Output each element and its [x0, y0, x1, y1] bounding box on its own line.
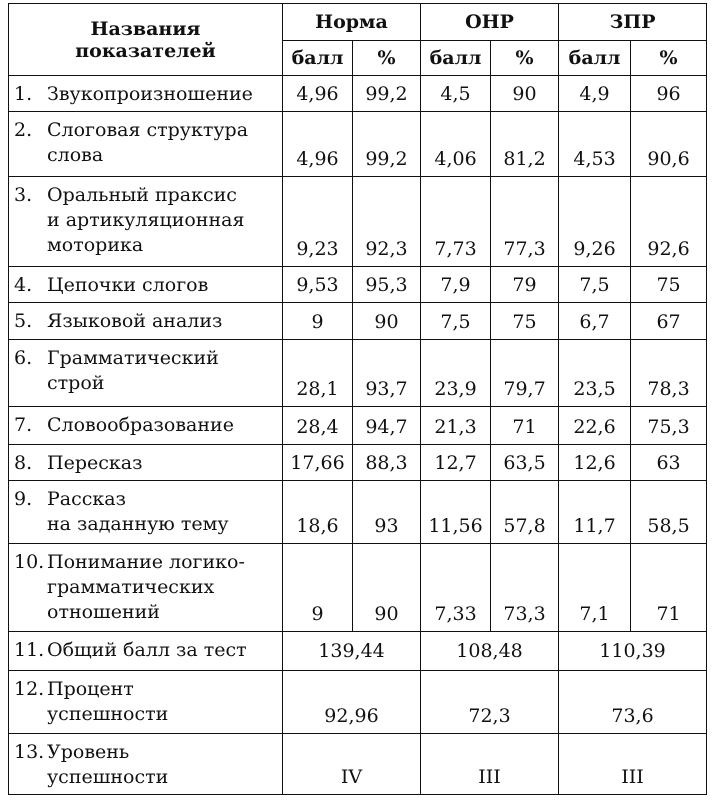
score-cell: 4,53: [559, 112, 631, 177]
indicator-name: [9, 632, 282, 667]
group-header-norma: Норма: [283, 4, 421, 41]
score-cell: 7,5: [559, 267, 631, 303]
score-cell: 23,9: [421, 340, 491, 407]
indicator-number: 10.: [14, 551, 45, 573]
indicator-name-cell: [9, 481, 283, 544]
indicator-name-cell: [9, 671, 283, 734]
header-title-line1: Названия: [90, 17, 201, 40]
percent-cell: 58,5: [631, 481, 707, 544]
percent-cell: 90: [491, 76, 559, 112]
indicator-number: 12.: [14, 678, 45, 700]
indicator-label-line: Слоговая структура: [47, 119, 249, 141]
indicator-name-cell: [9, 734, 283, 795]
percent-cell: 88,3: [353, 445, 421, 481]
indicator-label: [47, 118, 278, 168]
score-cell: 4,5: [421, 76, 491, 112]
subheader-score: балл: [421, 41, 491, 76]
indicator-name: [9, 76, 282, 111]
percent-cell: 81,2: [491, 112, 559, 177]
indicator-label-line: строй: [47, 372, 105, 394]
score-cell: 22,6: [559, 407, 631, 445]
indicator-label: [47, 740, 278, 790]
indicator-label-line: Словообразование: [47, 414, 234, 436]
table-row: [9, 445, 707, 481]
summary-row: [9, 734, 707, 795]
table-row: [9, 177, 707, 267]
score-cell: 9: [283, 303, 353, 340]
percent-cell: 71: [491, 407, 559, 445]
indicator-label: [47, 183, 278, 258]
score-cell: 7,9: [421, 267, 491, 303]
indicator-label-line: Пересказ: [47, 452, 143, 474]
percent-cell: 92,3: [353, 177, 421, 267]
percent-cell: 93,7: [353, 340, 421, 407]
subheader-percent: %: [491, 41, 559, 76]
percent-cell: 57,8: [491, 481, 559, 544]
indicator-label-line: Оральный праксис: [47, 184, 237, 206]
indicator-name: [9, 407, 282, 442]
score-cell: 21,3: [421, 407, 491, 445]
score-cell: 7,73: [421, 177, 491, 267]
group-header-zpr: ЗПР: [559, 4, 707, 41]
indicator-number: 7.: [14, 414, 33, 436]
indicator-label: [47, 451, 278, 476]
indicator-number: 3.: [14, 184, 33, 206]
indicator-number: 1.: [14, 83, 33, 105]
indicator-name: [9, 671, 282, 731]
indicator-label-line: Звукопроизношение: [47, 83, 253, 105]
indicator-name-cell: [9, 632, 283, 671]
indicator-name-cell: [9, 177, 283, 267]
percent-cell: 99,2: [353, 76, 421, 112]
percent-cell: 95,3: [353, 267, 421, 303]
indicator-name: [9, 112, 282, 172]
indicator-label: [47, 638, 278, 663]
summary-row: [9, 632, 707, 671]
score-cell: 11,56: [421, 481, 491, 544]
percent-cell: 75: [491, 303, 559, 340]
percent-cell: 78,3: [631, 340, 707, 407]
percent-cell: 63: [631, 445, 707, 481]
table-row: [9, 340, 707, 407]
indicator-name-cell: [9, 445, 283, 481]
indicator-name: [9, 544, 282, 629]
subheader-score: балл: [283, 41, 353, 76]
percent-cell: 63,5: [491, 445, 559, 481]
indicator-label: [47, 550, 278, 625]
subheader-score: балл: [559, 41, 631, 76]
percent-cell: 93: [353, 481, 421, 544]
percent-cell: 67: [631, 303, 707, 340]
score-cell: 7,5: [421, 303, 491, 340]
indicator-label-line: грамматических: [47, 576, 215, 598]
indicator-name-cell: [9, 76, 283, 112]
indicator-label: [47, 346, 278, 396]
percent-cell: 79: [491, 267, 559, 303]
summary-value-cell: IV: [283, 734, 421, 795]
indicator-label-line: Понимание логико-: [47, 551, 245, 573]
table-row: [9, 407, 707, 445]
indicator-label: [47, 309, 278, 334]
indicator-label-line: и артикуляционная: [47, 209, 245, 231]
table-row: [9, 112, 707, 177]
score-cell: 9,23: [283, 177, 353, 267]
indicator-label-line: моторика: [47, 234, 144, 256]
table-row: [9, 76, 707, 112]
score-cell: 4,06: [421, 112, 491, 177]
table-row: [9, 544, 707, 632]
summary-row: [9, 671, 707, 734]
indicator-label-line: Грамматический: [47, 347, 219, 369]
percent-cell: 71: [631, 544, 707, 632]
summary-value-cell: III: [421, 734, 559, 795]
indicator-number: 5.: [14, 310, 33, 332]
indicator-label-line: Общий балл за тест: [47, 639, 247, 661]
indicator-name: [9, 340, 282, 400]
indicator-number: 2.: [14, 119, 33, 141]
score-cell: 12,6: [559, 445, 631, 481]
percent-cell: 94,7: [353, 407, 421, 445]
percent-cell: 75,3: [631, 407, 707, 445]
indicator-label-line: на заданную тему: [47, 513, 229, 535]
indicator-label-line: Рассказ: [47, 488, 126, 510]
percent-cell: 75: [631, 267, 707, 303]
score-cell: 4,96: [283, 112, 353, 177]
indicator-number: 4.: [14, 274, 33, 296]
indicator-name-cell: [9, 303, 283, 340]
table-row: [9, 481, 707, 544]
percent-cell: 92,6: [631, 177, 707, 267]
indicator-name: [9, 445, 282, 480]
score-cell: 12,7: [421, 445, 491, 481]
score-cell: 9,53: [283, 267, 353, 303]
indicator-name: [9, 303, 282, 338]
score-cell: 11,7: [559, 481, 631, 544]
score-cell: 17,66: [283, 445, 353, 481]
indicator-name: [9, 481, 282, 541]
indicator-label-line: слова: [47, 144, 104, 166]
score-cell: 18,6: [283, 481, 353, 544]
summary-value-cell: 92,96: [283, 671, 421, 734]
score-cell: 7,33: [421, 544, 491, 632]
indicator-name-cell: [9, 112, 283, 177]
indicator-label: [47, 413, 278, 438]
score-cell: 4,96: [283, 76, 353, 112]
score-cell: 28,1: [283, 340, 353, 407]
subheader-percent: %: [631, 41, 707, 76]
indicator-label-line: Цепочки слогов: [47, 274, 209, 296]
indicator-label: [47, 487, 278, 537]
indicator-number: 8.: [14, 452, 33, 474]
score-cell: 28,4: [283, 407, 353, 445]
indicator-number: 13.: [14, 741, 45, 763]
percent-cell: 90,6: [631, 112, 707, 177]
table-row: [9, 303, 707, 340]
score-cell: 4,9: [559, 76, 631, 112]
score-cell: 6,7: [559, 303, 631, 340]
indicator-label-line: Процент: [47, 678, 134, 700]
percent-cell: 96: [631, 76, 707, 112]
score-cell: 9: [283, 544, 353, 632]
percent-cell: 79,7: [491, 340, 559, 407]
summary-value-cell: 139,44: [283, 632, 421, 671]
header-title-line2: показателей: [75, 39, 216, 62]
percent-cell: 77,3: [491, 177, 559, 267]
indicator-number: 6.: [14, 347, 33, 369]
indicator-label-line: успешности: [47, 703, 169, 725]
summary-value-cell: 73,6: [559, 671, 707, 734]
indicator-name: [9, 267, 282, 302]
results-table-container: [8, 3, 707, 795]
score-cell: 7,1: [559, 544, 631, 632]
indicator-name: [9, 177, 282, 262]
indicator-name-cell: [9, 340, 283, 407]
indicator-name-cell: [9, 544, 283, 632]
summary-value-cell: 110,39: [559, 632, 707, 671]
column-header-indicators: [9, 4, 283, 76]
indicator-label-line: успешности: [47, 766, 169, 788]
indicator-label-line: Языковой анализ: [47, 310, 223, 332]
indicator-label-line: Уровень: [47, 741, 130, 763]
indicator-number: 11.: [14, 639, 45, 661]
subheader-percent: %: [353, 41, 421, 76]
indicator-label-line: отношений: [47, 601, 160, 623]
indicator-name-cell: [9, 407, 283, 445]
indicator-number: 9.: [14, 488, 33, 510]
table-row: [9, 267, 707, 303]
indicator-name-cell: [9, 267, 283, 303]
indicator-label: [47, 82, 278, 107]
summary-value-cell: 108,48: [421, 632, 559, 671]
percent-cell: 90: [353, 303, 421, 340]
summary-value-cell: III: [559, 734, 707, 795]
score-cell: 23,5: [559, 340, 631, 407]
percent-cell: 99,2: [353, 112, 421, 177]
indicator-name: [9, 734, 282, 794]
indicator-label: [47, 273, 278, 298]
table-body: [9, 76, 707, 795]
percent-cell: 73,3: [491, 544, 559, 632]
indicator-label: [47, 677, 278, 727]
score-cell: 9,26: [559, 177, 631, 267]
summary-value-cell: 72,3: [421, 671, 559, 734]
group-header-onr: ОНР: [421, 4, 559, 41]
percent-cell: 90: [353, 544, 421, 632]
results-table: [8, 3, 707, 795]
